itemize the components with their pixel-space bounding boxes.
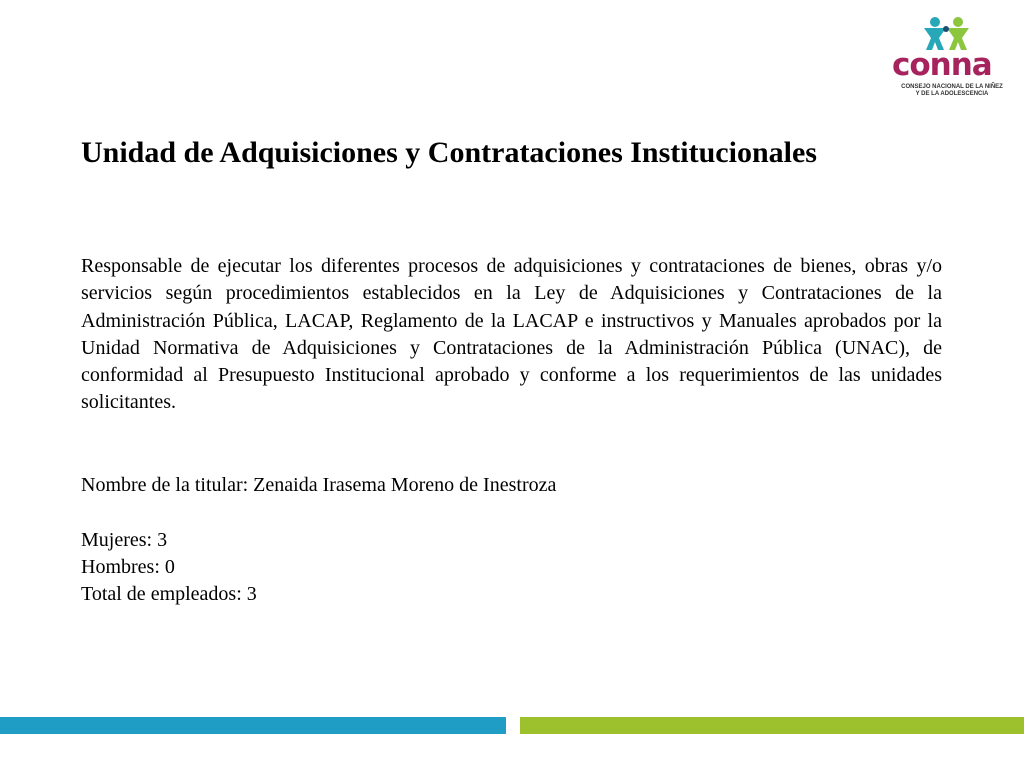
footer-bar-blue bbox=[0, 717, 506, 734]
logo-subtitle bbox=[896, 84, 1008, 98]
titular-name: Nombre de la titular: Zenaida Irasema Moreno de Inestroza bbox=[81, 474, 557, 496]
conna-logo bbox=[888, 14, 1012, 106]
child-hand-accent bbox=[943, 26, 949, 32]
page-title: Unidad de Adquisiciones y Contrataciones Institucionales bbox=[81, 136, 817, 169]
men-count: Hombres: 0 bbox=[81, 556, 175, 578]
women-count: Mujeres: 3 bbox=[81, 529, 168, 551]
child-head-teal bbox=[930, 17, 940, 27]
logo-subtitle-line-2: Y DE LA ADOLESCENCIA bbox=[915, 91, 989, 97]
logo-subtitle-line-1: CONSEJO NACIONAL DE LA NIÑEZ bbox=[901, 84, 1003, 90]
logo-wordmark: conna bbox=[892, 47, 992, 83]
total-employees: Total de empleados: 3 bbox=[81, 583, 257, 605]
footer-bar-green bbox=[520, 717, 1024, 734]
child-head-green bbox=[953, 17, 963, 27]
unit-description: Responsable de ejecutar los diferentes procesos de adquisiciones y contrataciones de bienes, obras y/o servicios según procedimientos establecidos en la Ley de Adquisiciones y Contrataciones de la Administración Pública, LACAP, Reglamento de la LACAP e instructivos y Manuales aprobados por la Unidad Normativa de Adquisiciones y Contrataciones de la Administración Pública (UNAC), de conformidad al Presupuesto Institucional aprobado y conforme a los requerimientos de las unidades solicitantes. bbox=[81, 255, 942, 414]
